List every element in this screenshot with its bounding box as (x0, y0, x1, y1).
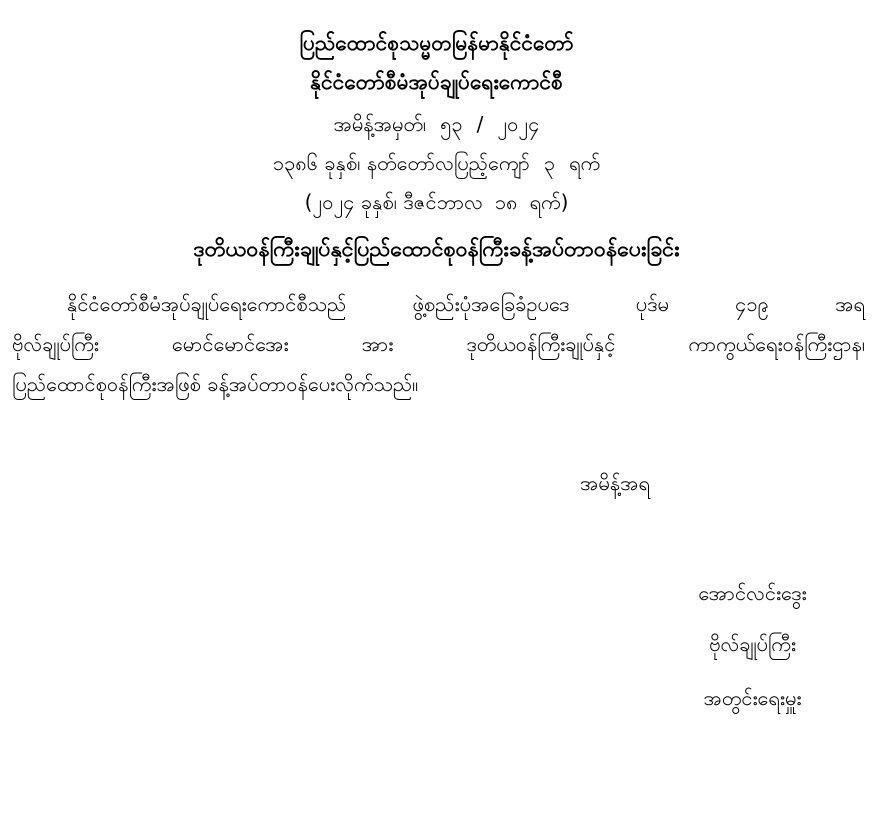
body-word: နိုင်ငံတော်စီမံအုပ်ချုပ်ရေးကောင်စီသည် (67, 292, 347, 316)
body-paragraph-line-1 (12, 287, 865, 321)
signatory-name: အောင်လင်းဒွေး (698, 581, 807, 605)
order-number-line (0, 107, 873, 141)
order-number-value: ၅၃ (440, 112, 463, 136)
order-number-label: အမိန့်အမှတ်၊ (333, 112, 427, 136)
gregorian-date-suffix: ရက်) (529, 190, 569, 214)
body-word: ကာကွယ်ရေးဝန်ကြီးဌာန၊ (688, 332, 865, 356)
signatory-title: အတွင်းရေးမှူး (703, 686, 802, 710)
body-word: အရ (835, 292, 865, 316)
gregorian-date-line (0, 185, 873, 219)
body-word: ဗိုလ်ချုပ်ကြီး (12, 332, 99, 356)
gregorian-date-prefix: (၂၀၂၄ ခုနှစ်၊ ဒီဇင်ဘာလ (304, 190, 483, 214)
body-word: ၄၁၉ (735, 292, 769, 316)
subject-title: ဒုတိယဝန်ကြီးချုပ်နှင့်ပြည်ထောင်စုဝန်ကြီးခန့်အပ်တာဝန်ပေးခြင်း (193, 237, 680, 262)
signatory-rank: ဗိုလ်ချုပ်ကြီး (709, 632, 796, 656)
body-paragraph-line-2 (12, 327, 865, 361)
body-word: အား (361, 332, 394, 356)
myanmar-date-day: ၃ (543, 151, 556, 175)
order-number-year: ၂၀၂၄ (497, 112, 540, 136)
body-word: ပုဒ်မ (635, 292, 669, 316)
council-title: နိုင်ငံတော်စီမံအုပ်ချုပ်ရေးကောင်စီ (310, 70, 563, 94)
by-order-label: အမိန့်အရ (580, 471, 650, 495)
body-word: မောင်မောင်အေး (171, 332, 289, 356)
body-word: ဒုတိယဝန်ကြီးချုပ်နှင့် (466, 332, 616, 356)
gregorian-date-day: ၁၈ (494, 190, 518, 214)
country-title: ပြည်ထောင်စုသမ္မတမြန်မာနိုင်ငံတော် (299, 31, 574, 55)
myanmar-date-suffix: ရက် (569, 151, 601, 175)
myanmar-era-date-line (0, 146, 873, 180)
myanmar-date-prefix: ၁၃၈၆ ခုနှစ်၊ နတ်တော်လပြည့်ကျော် (272, 151, 530, 175)
body-paragraph-line-3: ပြည်ထောင်စုဝန်ကြီးအဖြစ် ခန့်အပ်တာဝန်ပေးလိုက်သည်။ (12, 372, 419, 396)
order-number-separator: / (476, 112, 484, 136)
body-word: ဖွဲ့စည်းပုံအခြေခံဥပဒေ (412, 292, 570, 316)
